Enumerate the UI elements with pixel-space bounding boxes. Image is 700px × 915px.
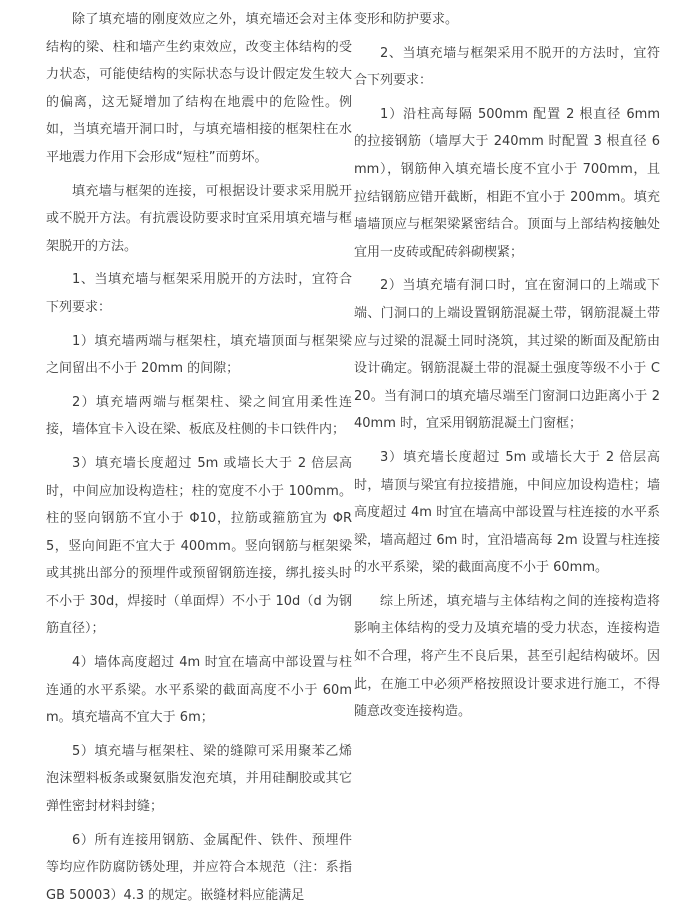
paragraph-summary: 综上所述，填充墙与主体结构之间的连接构造将影响主体结构的受力及填充墙的受力状态，连接构造如不合理，将产生不良后果，甚至引起结构破坏。因此，在施工中必须严格按照设计要求进行施工，不得随意改变连接构造。 (354, 593, 660, 720)
paragraph-item-1-4: 4）墙体高度超过 4m 时宜在墙高中部设置与柱连通的水平系梁。水平系梁的截面高度不小于 60mm。填充墙高不宜大于 6m； (46, 655, 352, 726)
paragraph-item-1-2: 2）填充墙两端与框架柱、梁之间宜用柔性连接，墙体宜卡入设在梁、板底及柱侧的卡口铁件内； (46, 394, 352, 438)
paragraph-connection: 填充墙与框架的连接，可根据设计要求采用脱开或不脱开方法。有抗震设防要求时宜采用填充墙与框架脱开的方法。 (46, 183, 352, 254)
paragraph-item-2-1: 1）沿柱高每隔 500mm 配置 2 根直径 6mm 的拉接钢筋（墙厚大于 240mm 时配置 3 根直径 6mm），钢筋伸入填充墙长度不宜小于 700mm，且拉结钢筋应错开截断，相距不宜小于 200mm。填充墙墙顶应与框架梁紧密结合。顶面与上部结构接触处宜用一皮砖或配砖斜砌楔紧； (354, 106, 660, 260)
left-column (46, 6, 352, 915)
paragraph-item-2-3: 3）填充墙长度超过 5m 或墙长大于 2 倍层高时，墙顶与梁宜有拉接措施，中间应加设构造柱；墙高度超过 4m 时宜在墙高中部设置与柱连接的水平系梁，墙高超过 6m 时，宜沿墙高每 2m 设置与柱连接的水平系梁，梁的截面高度不小于 60mm。 (354, 449, 660, 576)
paragraph-section-1-heading: 1、当填充墙与框架采用脱开的方法时，宜符合下列要求： (46, 272, 352, 315)
paragraph-item-1-6: 6）所有连接用钢筋、金属配件、铁件、预埋件等均应作防腐防锈处理，并应符合本规范（注：系指 GB 50003）4.3 的规定。嵌缝材料应能满足 (46, 832, 352, 903)
paragraph-continuation: 变形和防护要求。 (354, 12, 459, 27)
right-column (354, 6, 660, 732)
paragraph-item-2-2: 2）当填充墙有洞口时，宜在窗洞口的上端或下端、门洞口的上端设置钢筋混凝土带，钢筋混凝土带应与过梁的混凝土同时浇筑，其过梁的断面及配筋由设计确定。钢筋混凝土带的混凝土强度等级不小于 C20。当有洞口的填充墙尽端至门窗洞口边距离小于 240mm 时，宜采用钢筋混凝土门窗框； (354, 278, 660, 432)
paragraph-intro: 除了填充墙的刚度效应之外，填充墙还会对主体结构的梁、柱和墙产生约束效应，改变主体结构的受力状态，可能使结构的实际状态与设计假定发生较大的偏离，这无疑增加了结构在地震中的危险性。例如，当填充墙开洞口时，与填充墙相接的框架柱在水平地震力作用下会形成“短柱”而剪坏。 (46, 12, 352, 165)
paragraph-item-1-5: 5）填充墙与框架柱、梁的缝隙可采用聚苯乙烯泡沫塑料板条或聚氨脂发泡充填，并用硅酮胶或其它弹性密封材料封缝； (46, 743, 352, 815)
paragraph-section-2-heading: 2、当填充墙与框架采用不脱开的方法时，宜符合下列要求： (354, 45, 660, 89)
paragraph-item-1-3: 3）填充墙长度超过 5m 或墙长大于 2 倍层高时，中间应加设构造柱；柱的宽度不小于 100mm。柱的竖向钢筋不宜小于 Φ10，拉筋或箍筋宜为 ΦR5，竖向间距不宜大于 400mm。竖向钢筋与框架梁或其挑出部分的预埋件或预留钢筋连接，绑扎接头时不小于 30d，焊接时（单面焊）不小于 10d（d 为钢筋直径）； (46, 455, 352, 637)
paragraph-item-1-1: 1）填充墙两端与框架柱，填充墙顶面与框架梁之间留出不小于 20mm 的间隙； (46, 333, 352, 377)
